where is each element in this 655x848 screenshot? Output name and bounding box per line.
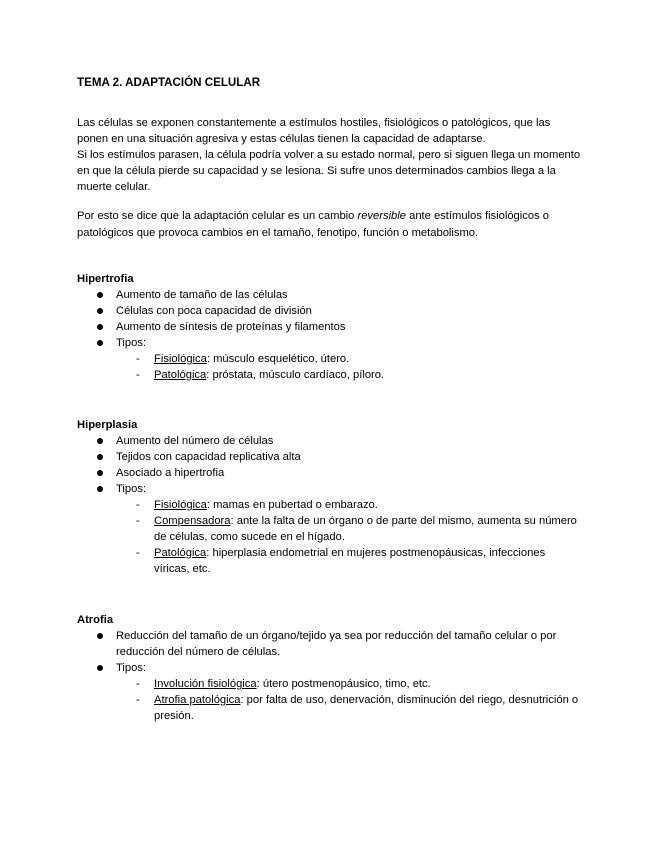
hiperplasia-tipos-list [116,497,582,577]
section-title-hiperplasia: Hiperplasia [77,419,138,431]
intro-paragraph-1: Las células se exponen constantemente a estímulos hostiles, fisiológicos o patológicos, que las ponen en una situación agresiva y estas células tienen la capacidad de adaptarse. [77,117,551,145]
tipo-name: Patológica [154,369,207,381]
list-item: Tejidos con capacidad replicativa alta [77,449,582,465]
tipo-desc: : mamas en pubertad o embarazo. [206,499,378,511]
reversible-emphasis: reversible [357,210,406,222]
tipo-desc: : hiperplasia endometrial en mujeres postmenopáusicas, infecciones víricas, etc. [154,547,546,575]
tipos-label: Tipos: [116,662,147,674]
sub-list-item [116,513,582,545]
document-title: TEMA 2. ADAPTACIÓN CELULAR [77,76,261,89]
atrofia-tipos-list [116,676,582,724]
list-item: Aumento de tamaño de las células [77,287,582,303]
tipo-desc: : músculo esquelético, útero. [206,353,350,365]
list-item: Células con poca capacidad de división [77,303,582,319]
list-item: Asociado a hipertrofia [77,465,582,481]
tipo-name: Fisiológica [154,353,207,365]
tipo-name: Compensadora [154,515,231,527]
tipo-name: Patológica [154,547,207,559]
intro-paragraph-3 [77,208,582,242]
list-item: Aumento del número de células [77,433,582,449]
tipo-desc: : por falta de uso, denervación, disminución del riego, desnutrición o presión. [154,694,579,722]
sub-list-item [116,692,582,724]
sub-list-item [116,545,582,577]
tipo-desc: : próstata, músculo cardíaco, píloro. [206,369,385,381]
list-item-tipos [77,660,582,724]
tipo-name: Atrofia patológica [154,694,241,706]
tipo-name: Involución fisiológica [154,678,257,690]
tipo-desc: : ante la falta de un órgano o de parte del mismo, aumenta su número de células, como sucede en el hígado. [154,515,577,543]
hipertrofia-tipos-list [116,351,582,383]
tipo-desc: : útero postmenopáusico, timo, etc. [256,678,431,690]
sub-list-item [116,497,582,513]
atrofia-list [77,628,582,724]
hiperplasia-list [77,433,582,577]
sub-list-item [116,676,582,692]
sub-list-item [116,351,582,367]
section-title-hipertrofia: Hipertrofia [77,273,134,285]
list-item-tipos [77,481,582,577]
hipertrofia-list [77,287,582,383]
tipo-name: Fisiológica [154,499,207,511]
intro-p3-text-b: ante estímulos fisiológicos o patológicos que provoca cambios en el tamaño, fenotipo, función o metabolismo. [77,210,550,239]
sub-list-item [116,367,582,383]
list-item-tipos [77,335,582,383]
list-item: Reducción del tamaño de un órgano/tejido ya sea por reducción del tamaño celular o por reducción del número de células. [77,628,582,660]
section-title-atrofia: Atrofia [77,614,114,626]
list-item: Aumento de síntesis de proteínas y filamentos [77,319,582,335]
intro-p3-text-a: Por esto se dice que la adaptación celular es un cambio [77,210,358,222]
intro-paragraph-2: Si los estímulos parasen, la célula podría volver a su estado normal, pero si siguen llega un momento en que la célula pierde su capacidad y se lesiona. Si sufre unos determinados cambios llega a la muerte celular. [77,149,581,193]
tipos-label: Tipos: [116,483,147,495]
tipos-label: Tipos: [116,337,147,349]
